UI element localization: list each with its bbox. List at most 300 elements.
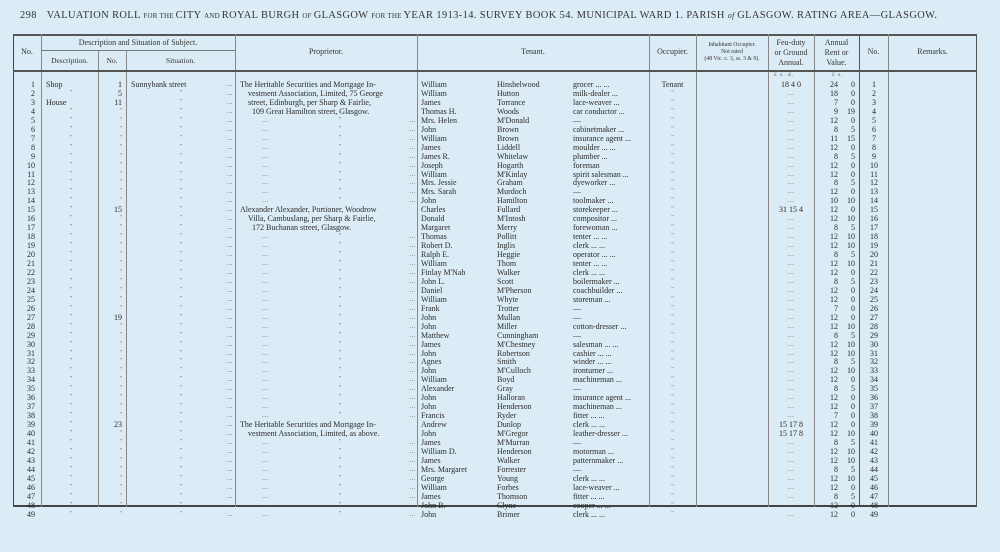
tenant-first-name: William — [421, 294, 447, 304]
proprietor-leader: ... — [409, 357, 416, 366]
row-description: " — [69, 134, 73, 141]
feu-duty: ... — [787, 491, 795, 500]
proprietor-leader: ... — [262, 133, 269, 142]
feu-duty: ... — [787, 142, 795, 151]
row-situation: " — [179, 331, 183, 338]
table-row — [0, 205, 1000, 214]
row-number: 10 — [27, 160, 35, 170]
proprietor-ditto: " — [338, 376, 342, 383]
tenant-first-name: Frank — [421, 303, 440, 313]
row-house-number: " — [119, 242, 122, 249]
occupier: Tenant — [661, 80, 684, 89]
row-number: 46 — [27, 482, 35, 492]
proprietor-leader: ... — [409, 142, 416, 151]
occupier: " — [671, 322, 674, 329]
tenant-surname: Woods — [497, 106, 520, 116]
proprietor-line: The Heritable Securities and Mortgage In- — [240, 420, 376, 430]
tenant-first-name: John — [421, 393, 437, 403]
tenant-occupation: motorman ... — [573, 446, 614, 456]
rent-shillings: 10 — [847, 473, 855, 483]
occupier: " — [671, 492, 674, 499]
rent-shillings: 0 — [851, 482, 855, 492]
proprietor-leader: ... — [262, 294, 269, 303]
row-house-number: " — [119, 492, 122, 499]
feu-duty: ... — [787, 115, 795, 124]
row-house-number: 11 — [114, 97, 122, 107]
rent-shillings: 5 — [851, 223, 855, 233]
rent-shillings: 10 — [847, 241, 855, 251]
proprietor-ditto: " — [338, 125, 342, 132]
row-description: " — [69, 233, 73, 240]
occupier: " — [671, 367, 674, 374]
tenant-occupation: cabinetmaker ... — [573, 124, 625, 134]
proprietor-ditto: " — [338, 331, 342, 338]
rent-pounds: 12 — [830, 348, 838, 358]
row-description: " — [69, 412, 73, 419]
proprietor-leader: ... — [262, 169, 269, 178]
rent-pounds: 12 — [830, 142, 838, 152]
row-house-number: " — [119, 143, 122, 150]
row-situation: " — [179, 161, 183, 168]
row-number: 21 — [27, 259, 35, 268]
header-no: No. — [21, 47, 33, 56]
row-number-right: 24 — [870, 285, 878, 295]
row-leader: ... — [226, 223, 233, 232]
row-house-number: " — [119, 403, 122, 410]
table-row — [0, 366, 1000, 375]
title-segment: YEAR 1913-14. SURVEY BOOK 54. MUNICIPAL WARD 1. PARISH — [403, 10, 728, 21]
row-leader: ... — [226, 330, 233, 339]
rent-pounds: 12 — [830, 259, 838, 268]
tenant-first-name: John — [421, 429, 437, 439]
feu-duty: ... — [787, 267, 795, 276]
proprietor-ditto: " — [338, 349, 342, 356]
proprietor-leader: ... — [409, 160, 416, 169]
row-number: 25 — [27, 294, 35, 304]
header-no-right: No. — [867, 47, 880, 56]
occupier: " — [671, 251, 674, 258]
rent-pounds: 12 — [830, 446, 838, 456]
proprietor-line: The Heritable Securities and Mortgage In- — [240, 80, 376, 89]
header-rent-line: Rent or — [824, 48, 849, 57]
row-house-number: " — [119, 349, 122, 356]
row-leader: ... — [226, 491, 233, 500]
proprietor-leader: ... — [262, 142, 269, 151]
tenant-surname: M'Kinlay — [497, 169, 528, 179]
occupier: " — [671, 260, 674, 266]
row-situation: " — [179, 179, 183, 186]
tenant-surname: Halloran — [497, 393, 525, 403]
row-house-number: " — [119, 456, 122, 463]
row-house-number: " — [119, 107, 122, 114]
tenant-first-name: James — [421, 455, 441, 465]
tenant-surname: Hinshelwood — [497, 80, 540, 89]
proprietor-ditto: " — [338, 340, 342, 347]
tenant-occupation: spirit salesman ... — [573, 169, 629, 179]
rent-shillings: 0 — [851, 500, 855, 510]
rent-shillings: 10 — [847, 366, 855, 376]
rent-pounds: 12 — [830, 232, 838, 242]
table-row — [0, 214, 1000, 223]
row-number-right: 10 — [870, 160, 878, 170]
proprietor-leader: ... — [262, 393, 269, 402]
header-proprietor: Proprietor. — [309, 47, 343, 56]
row-situation: " — [179, 313, 183, 320]
tenant-first-name: John L. — [421, 276, 445, 286]
rent-shillings: 0 — [851, 187, 855, 197]
rent-shillings: 5 — [851, 357, 855, 367]
tenant-surname: Cunningham — [497, 330, 539, 340]
feu-duty: ... — [787, 294, 795, 303]
rent-shillings: 0 — [851, 97, 855, 107]
proprietor-leader: ... — [262, 366, 269, 375]
tenant-occupation: lace-weaver ... — [573, 482, 620, 492]
feu-duty: ... — [787, 357, 795, 366]
row-house-number: " — [119, 501, 122, 508]
proprietor-ditto: " — [338, 170, 342, 177]
table-row — [0, 322, 1000, 331]
proprietor-leader: ... — [262, 196, 269, 205]
row-description: " — [69, 224, 73, 231]
feu-duty: ... — [787, 473, 795, 482]
proprietor-ditto: " — [338, 295, 342, 302]
occupier: " — [671, 242, 674, 249]
row-number-right: 16 — [870, 214, 878, 224]
row-description: " — [69, 394, 73, 401]
row-number-right: 28 — [870, 321, 878, 331]
tenant-occupation: foreman — [573, 160, 600, 170]
table-row — [0, 340, 1000, 349]
row-number: 30 — [27, 339, 35, 349]
row-description: " — [69, 430, 73, 437]
proprietor-leader: ... — [262, 491, 269, 500]
proprietor-ditto: " — [338, 260, 342, 266]
row-house-number: " — [119, 376, 122, 383]
row-leader: ... — [226, 259, 233, 267]
row-number: 47 — [27, 491, 35, 501]
row-description: " — [69, 349, 73, 356]
feu-duty: ... — [787, 250, 795, 259]
row-number-right: 34 — [870, 375, 878, 385]
proprietor-leader: ... — [409, 393, 416, 402]
proprietor-ditto: " — [338, 439, 342, 445]
table-row — [0, 89, 1000, 98]
row-situation: " — [179, 197, 183, 204]
tenant-occupation: tenter ... ... — [573, 259, 608, 268]
row-number-right: 12 — [870, 178, 878, 188]
proprietor-leader: ... — [262, 509, 269, 518]
tenant-surname: Merry — [497, 223, 517, 233]
proprietor-line: Alexander Alexander, Portioner, Woodrow — [240, 205, 377, 215]
row-number-right: 31 — [870, 348, 878, 358]
row-situation: " — [179, 501, 183, 508]
occupier: " — [671, 447, 674, 454]
tenant-occupation: — — [573, 115, 581, 125]
rent-shillings: 19 — [847, 106, 855, 116]
proprietor-ditto: " — [338, 161, 342, 168]
occupier: " — [671, 456, 674, 463]
row-description: " — [69, 215, 73, 222]
row-number-right: 48 — [870, 500, 878, 510]
feu-duty: ... — [787, 321, 795, 330]
proprietor-leader: ... — [409, 312, 416, 321]
row-description: " — [69, 340, 73, 347]
row-description: Shop — [46, 80, 63, 89]
tenant-first-name: William — [421, 259, 447, 268]
row-leader: ... — [226, 160, 233, 169]
feu-duty: 31 15 4 — [779, 205, 803, 215]
row-leader: ... — [226, 357, 233, 366]
row-leader: ... — [226, 446, 233, 455]
row-situation: " — [179, 98, 183, 105]
rent-shillings: 0 — [851, 169, 855, 179]
row-situation: " — [179, 143, 183, 150]
proprietor-leader: ... — [409, 124, 416, 133]
row-number: 34 — [27, 375, 35, 385]
row-situation: " — [179, 456, 183, 463]
proprietor-leader: ... — [262, 267, 269, 276]
feu-duty: ... — [787, 438, 795, 446]
rent-pounds: 8 — [834, 464, 838, 474]
title-segment: of — [727, 11, 738, 20]
proprietor-leader: ... — [262, 276, 269, 285]
row-house-number: 1 — [118, 80, 122, 89]
table-row — [0, 259, 1000, 268]
row-house-number: " — [119, 412, 122, 419]
tenant-surname: Pollitt — [497, 232, 517, 242]
row-number: 38 — [27, 411, 35, 421]
row-situation: " — [179, 277, 183, 284]
tenant-surname: Murdoch — [497, 187, 527, 197]
rent-shillings: 10 — [847, 429, 855, 439]
tenant-surname: Hutton — [497, 88, 520, 98]
tenant-surname: M'Culloch — [497, 366, 531, 376]
tenant-surname: Henderson — [497, 446, 532, 456]
occupier: " — [671, 385, 674, 392]
tenant-first-name: Agnes — [421, 357, 442, 367]
tenant-first-name: James — [421, 142, 441, 152]
row-leader: ... — [226, 115, 233, 124]
tenant-occupation: winder ... ... — [573, 357, 612, 367]
rent-shillings: 5 — [851, 438, 855, 447]
proprietor-leader: ... — [409, 491, 416, 500]
occupier: " — [671, 295, 674, 302]
occupier: " — [671, 206, 674, 213]
row-description: " — [69, 107, 73, 114]
occupier: " — [671, 474, 674, 481]
row-situation: " — [179, 349, 183, 356]
tenant-surname: Hamilton — [497, 196, 528, 206]
rent-pounds: 12 — [830, 393, 838, 403]
rent-shillings: 5 — [851, 276, 855, 286]
table-row — [0, 420, 1000, 429]
rent-pounds: 12 — [830, 402, 838, 412]
feu-duty: ... — [787, 214, 795, 223]
proprietor-line: street, Edinburgh, per Sharp & Fairlie, — [248, 97, 371, 107]
row-number-right: 36 — [870, 393, 878, 403]
table-row — [0, 241, 1000, 250]
proprietor-leader: ... — [262, 339, 269, 348]
rent-pounds: 12 — [830, 214, 838, 224]
row-leader: ... — [226, 473, 233, 482]
row-situation: " — [179, 116, 183, 123]
feu-duty: ... — [787, 187, 795, 196]
proprietor-leader: ... — [409, 250, 416, 259]
feu-duty: ... — [787, 402, 795, 411]
rent-shillings: 0 — [851, 142, 855, 152]
tenant-surname: Fullard — [497, 205, 521, 215]
tenant-occupation: clerk ... ... — [573, 473, 605, 483]
row-number-right: 32 — [870, 357, 878, 367]
feu-duty: ... — [787, 259, 795, 267]
row-number-right: 46 — [870, 482, 878, 492]
feu-duty: ... — [787, 169, 795, 178]
title-segment: FOR THE — [143, 12, 176, 20]
tenant-surname: Walker — [497, 267, 520, 277]
row-number: 14 — [27, 196, 35, 206]
occupier: " — [671, 421, 674, 428]
tenant-surname: Torrance — [497, 97, 526, 107]
tenant-occupation: lace-weaver ... — [573, 97, 620, 107]
tenant-first-name: Joseph — [421, 160, 443, 170]
row-description: " — [69, 242, 73, 249]
tenant-occupation: — — [573, 187, 581, 197]
occupier: " — [671, 286, 674, 293]
proprietor-ditto: " — [338, 152, 342, 159]
row-description: " — [69, 474, 73, 481]
proprietor-leader: ... — [262, 250, 269, 259]
tenant-first-name: John — [421, 124, 437, 134]
tenant-first-name: John — [421, 312, 437, 322]
header-description: Description. — [51, 56, 88, 65]
proprietor-line: 109 Great Hamilton street, Glasgow. — [252, 106, 370, 116]
row-description: " — [69, 313, 73, 320]
rent-shillings: 0 — [851, 303, 855, 313]
table-row — [0, 465, 1000, 474]
row-number: 2 — [31, 88, 35, 98]
row-description: " — [69, 447, 73, 454]
rent-shillings: 0 — [851, 420, 855, 430]
row-leader: ... — [226, 348, 233, 357]
table-row — [0, 384, 1000, 393]
tenant-occupation: machineman ... — [573, 375, 622, 385]
tenant-occupation: — — [573, 438, 581, 447]
tenant-surname: Brown — [497, 133, 519, 143]
rent-pounds: 12 — [830, 312, 838, 322]
row-leader: ... — [226, 214, 233, 223]
tenant-first-name: Mrs. Jessie — [421, 178, 457, 188]
row-house-number: " — [119, 233, 122, 240]
rent-shillings: 5 — [851, 330, 855, 340]
row-situation: " — [179, 430, 183, 437]
rent-shillings: 0 — [851, 312, 855, 322]
row-number-right: 38 — [870, 411, 878, 421]
row-house-number: " — [119, 304, 122, 311]
row-number: 42 — [27, 446, 35, 456]
table-row — [0, 143, 1000, 152]
tenant-surname: M'Intosh — [497, 214, 526, 224]
tenant-surname: Brimer — [497, 509, 520, 519]
tenant-occupation: storekeeper ... — [573, 205, 618, 215]
proprietor-leader: ... — [409, 133, 416, 142]
row-description: " — [69, 322, 73, 329]
rent-shillings: 5 — [851, 250, 855, 260]
table-row — [0, 357, 1000, 366]
title-segment: ROYAL BURGH — [221, 10, 303, 21]
table-row — [0, 492, 1000, 501]
row-house-number: " — [119, 340, 122, 347]
row-number-right: 40 — [870, 429, 878, 439]
proprietor-leader: ... — [262, 500, 269, 509]
tenant-first-name: John — [421, 509, 437, 519]
row-description: " — [69, 89, 73, 96]
proprietor-ditto: " — [338, 447, 342, 454]
rent-shillings: 10 — [847, 196, 855, 206]
tenant-first-name: Alexander — [421, 384, 455, 394]
proprietor-ditto: " — [338, 474, 342, 481]
tenant-first-name: John — [421, 321, 437, 331]
tenant-surname: M'Chestney — [497, 339, 536, 349]
row-situation: " — [179, 492, 183, 499]
row-leader: ... — [226, 267, 233, 276]
proprietor-leader: ... — [262, 402, 269, 411]
row-number: 29 — [27, 330, 35, 340]
proprietor-leader: ... — [262, 446, 269, 455]
rent-pounds: 7 — [834, 411, 838, 421]
proprietor-line: vestment Association, Limited, as above. — [248, 429, 380, 439]
row-situation: " — [179, 358, 183, 365]
rent-shillings: 5 — [851, 178, 855, 188]
row-house-number: " — [119, 170, 122, 177]
tenant-surname: Forrester — [497, 464, 526, 474]
feu-duty: ... — [787, 196, 795, 205]
tenant-surname: Scott — [497, 276, 514, 286]
feu-duty: ... — [787, 285, 795, 294]
tenant-occupation: fitter ... ... — [573, 411, 605, 421]
row-number-right: 26 — [870, 303, 878, 313]
header-inhabitant-line: Inhabitant Occupier. — [708, 42, 756, 48]
rent-shillings: 5 — [851, 464, 855, 474]
row-leader: ... — [226, 375, 233, 384]
feu-duty: 15 17 8 — [779, 420, 803, 430]
row-situation: " — [179, 439, 183, 445]
table-row — [0, 170, 1000, 179]
tenant-occupation: — — [573, 384, 581, 394]
tenant-first-name: Matthew — [421, 330, 450, 340]
row-leader: ... — [226, 80, 233, 88]
proprietor-ditto: " — [338, 394, 342, 401]
proprietor-ditto: " — [338, 403, 342, 410]
row-number: 15 — [27, 205, 35, 215]
row-number: 8 — [31, 142, 35, 152]
rent-shillings: 0 — [851, 285, 855, 295]
row-leader: ... — [226, 509, 233, 518]
occupier: " — [671, 224, 674, 231]
rent-pounds: 12 — [830, 482, 838, 492]
tenant-first-name: Robert D. — [421, 241, 453, 251]
proprietor-leader: ... — [262, 312, 269, 321]
proprietor-leader: ... — [409, 196, 416, 205]
header-feu-duty — [768, 38, 814, 68]
row-leader: ... — [226, 241, 233, 250]
rent-shillings: 5 — [851, 124, 855, 134]
row-situation: " — [179, 483, 183, 490]
row-number: 19 — [27, 241, 35, 251]
row-number-right: 2 — [872, 88, 876, 98]
proprietor-ditto: " — [338, 313, 342, 320]
occupier: " — [671, 510, 674, 517]
row-situation: " — [179, 233, 183, 240]
